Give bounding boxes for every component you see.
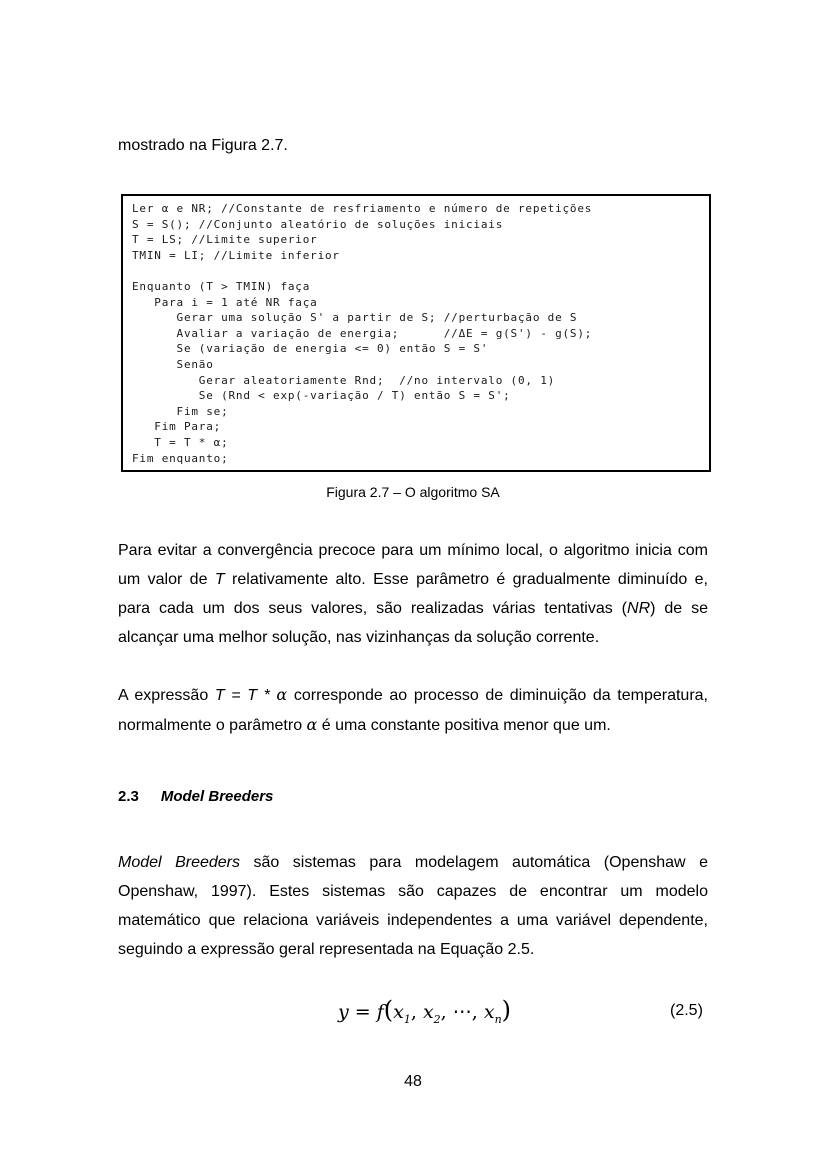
eq-dots: ⋯ <box>452 1001 472 1023</box>
code-line: Avaliar a variação de energia; //ΔE = g(S') - g(S); <box>132 326 593 340</box>
para2-text-2: corresponde ao processo de diminuição da temperatura, normalmente o parâmetro <box>118 687 708 734</box>
code-line: Se (Rnd < exp(-variação / T) então S = S'; <box>132 389 511 403</box>
code-line: Para i = 1 até NR faça <box>132 295 318 309</box>
page-number: 48 <box>404 1073 422 1090</box>
para2-alpha-1: α <box>276 685 288 704</box>
para1-text-3: ) de se alcançar uma melhor solução, nas vizinhanças da solução corrente. <box>118 600 708 646</box>
paragraph-convergence <box>118 536 708 652</box>
eq-lhs: y = f <box>338 1001 384 1023</box>
code-line <box>132 263 592 279</box>
algorithm-box <box>121 194 711 472</box>
code-line: Ler α e NR; //Constante de resfriamento e número de repetições <box>132 202 593 215</box>
code-line: Se (variação de energia <= 0) então S = S' <box>132 342 489 356</box>
para3-italic: Model Breeders <box>118 854 240 871</box>
code-line: Senão <box>132 357 214 371</box>
para1-text-2: relativamente alto. Esse parâmetro é gradualmente diminuído e, para cada um dos seus valores, são realizadas várias tentativas ( <box>118 571 708 617</box>
code-line: Fim enquanto; <box>132 451 229 465</box>
figure-title: O algoritmo SA <box>404 484 500 500</box>
eq-sub-n: n <box>494 1012 502 1026</box>
code-line: T = T * α; <box>132 435 229 449</box>
code-line: Enquanto (T > TMIN) faça <box>132 279 311 293</box>
para1-text-1: Para evitar a convergência precoce para um mínimo local, o algoritmo inicia com um valor de <box>118 542 708 588</box>
section-title: Model Breeders <box>160 788 274 805</box>
para3-text: são sistemas para modelagem automática (Openshaw e Openshaw, 1997). Estes sistemas são capazes de encontrar um modelo matemático que relaciona variáveis independentes a uma variável dependente, seguindo a expressão geral representada na Equação 2.5. <box>118 854 708 958</box>
paragraph-model-breeders <box>118 848 708 964</box>
para2-text-3: é uma constante positiva menor que um. <box>317 717 611 734</box>
section-heading <box>118 788 273 805</box>
eq-sub-2: 2 <box>433 1012 441 1026</box>
lead-text: mostrado na Figura 2.7. <box>118 137 288 154</box>
figure-label: Figura 2.7 – <box>326 484 401 500</box>
code-line: Fim Para; <box>132 420 222 434</box>
code-line: Gerar aleatoriamente Rnd; //no intervalo (0, 1) <box>132 373 556 387</box>
para1-symbol-t: T <box>214 571 225 588</box>
algorithm-code <box>132 201 592 466</box>
para2-alpha-2: α <box>306 715 318 734</box>
paragraph-expression <box>118 680 708 740</box>
eq-xn: x <box>483 1001 495 1023</box>
para2-expression: T = T * <box>214 687 277 704</box>
eq-sub-1: 1 <box>403 1012 411 1026</box>
code-line: Gerar uma solução S' a partir de S; //perturbação de S <box>132 311 578 325</box>
para2-text-1: A expressão <box>118 687 215 704</box>
equation-2-5: $y = f(x_1$, $x_2$, ⋯, $x_n$) <box>338 996 512 1026</box>
code-line: Fim se; <box>132 404 229 418</box>
eq-x2: x <box>422 1001 434 1023</box>
equation-number: (2.5) <box>670 1002 703 1019</box>
code-line: S = S(); //Conjunto aleatório de soluções iniciais <box>132 217 504 231</box>
code-line: TMIN = LI; //Limite inferior <box>132 248 340 262</box>
figure-caption <box>0 484 826 500</box>
eq-x1: x <box>393 1001 404 1023</box>
code-line: T = LS; //Limite superior <box>132 233 318 247</box>
para1-symbol-nr: NR <box>627 600 651 617</box>
section-number: 2.3 <box>118 788 139 805</box>
